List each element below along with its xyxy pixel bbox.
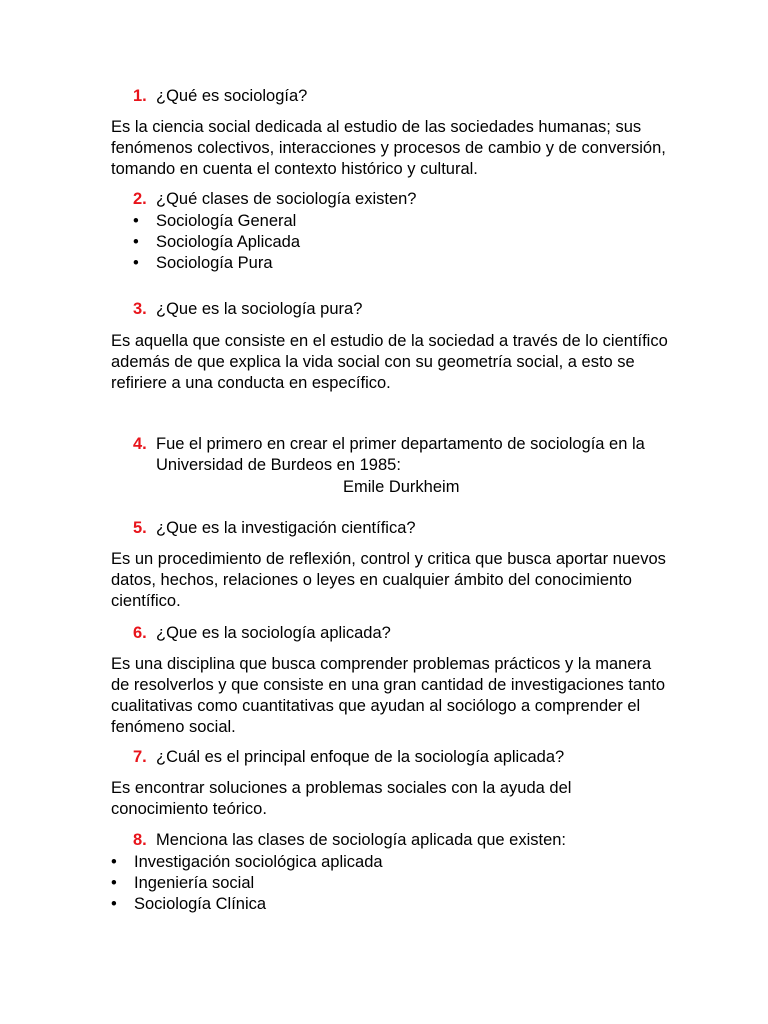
question-text: ¿Que es la sociología pura? <box>156 300 363 318</box>
question-text: Fue el primero en crear el primer departamento de sociología en la Universidad de Burdeos en 1985: <box>156 435 645 474</box>
question-4 <box>133 434 653 476</box>
question-number: 1. <box>133 87 147 105</box>
question-text: ¿Cuál es el principal enfoque de la sociología aplicada? <box>156 748 565 766</box>
question-text: Menciona las clases de sociología aplicada que existen: <box>156 831 567 849</box>
question-text: ¿Qué clases de sociología existen? <box>156 190 417 208</box>
question-number: 4. <box>133 435 147 453</box>
question-text: ¿Que es la investigación científica? <box>156 519 416 537</box>
answer-4: Emile Durkheim <box>343 478 460 496</box>
list-item: • Sociología Clínica <box>111 894 383 915</box>
question-text: ¿Qué es sociología? <box>156 87 308 105</box>
question-2 <box>133 189 416 210</box>
question-number: 8. <box>133 831 147 849</box>
question-number: 5. <box>133 519 147 537</box>
question-6 <box>133 623 391 644</box>
list-item: • Investigación sociológica aplicada <box>111 852 383 873</box>
question-8 <box>133 830 566 851</box>
question-number: 6. <box>133 624 147 642</box>
list-item: • Sociología Pura <box>133 253 300 274</box>
question-number: 3. <box>133 300 147 318</box>
question-7 <box>133 747 564 768</box>
answer-1: Es la ciencia social dedicada al estudio de las sociedades humanas; sus fenómenos colectivos, interacciones y procesos de cambio y de conversión, tomando en cuenta el contexto histórico y cultural. <box>111 118 666 178</box>
applied-sociology-list <box>111 852 383 915</box>
question-5 <box>133 518 416 539</box>
question-number: 2. <box>133 190 147 208</box>
question-3 <box>133 299 362 320</box>
sociology-types-list <box>133 211 300 274</box>
question-text: ¿Que es la sociología aplicada? <box>156 624 391 642</box>
list-item: • Ingeniería social <box>111 873 383 894</box>
answer-5: Es un procedimiento de reflexión, control y critica que busca aportar nuevos datos, hechos, relaciones o leyes en cualquier ámbito del conocimiento científico. <box>111 550 666 610</box>
answer-3: Es aquella que consiste en el estudio de la sociedad a través de lo científico además de que explica la vida social con su geometría social, a esto se refiriere a una conducta en específico. <box>111 332 668 392</box>
question-number: 7. <box>133 748 147 766</box>
list-item: • Sociología Aplicada <box>133 232 300 253</box>
answer-6: Es una disciplina que busca comprender problemas prácticos y la manera de resolverlos y que consiste en una gran cantidad de investigaciones tanto cualitativas como cuantitativas que ayudan al sociólogo a comprender el fenómeno social. <box>111 655 666 736</box>
list-item: • Sociología General <box>133 211 300 232</box>
question-1 <box>133 86 307 107</box>
answer-7: Es encontrar soluciones a problemas sociales con la ayuda del conocimiento teórico. <box>111 779 572 818</box>
